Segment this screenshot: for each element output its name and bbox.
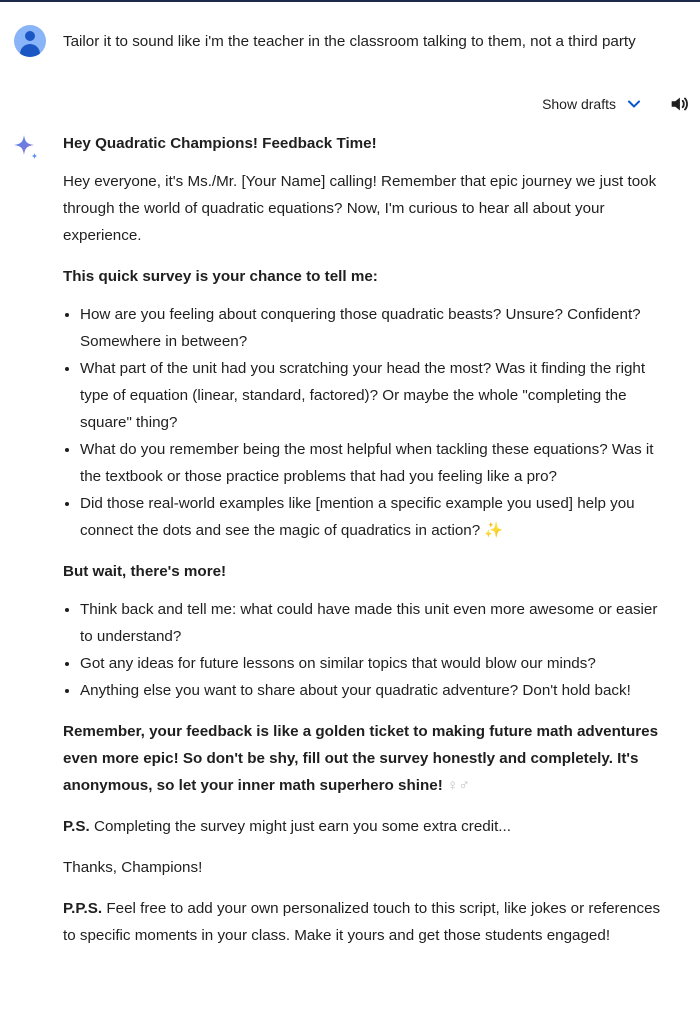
survey-list [63, 301, 663, 544]
sparkles-emoji: ✨ [484, 522, 504, 539]
list-item: • What do you remember being the most helpful when tackling these equations? Was it the textbook or those practice problems that had you feeling like a pro? [80, 436, 663, 490]
top-divider [0, 0, 700, 2]
intro-paragraph: Hey everyone, it's Ms./Mr. [Your Name] calling! Remember that epic journey we just took through the world of quadratic equations? Now, I'm curious to hear all about your experience. [63, 173, 657, 244]
ps-paragraph [63, 813, 663, 840]
gemini-sparkle-icon [12, 133, 40, 161]
pps-paragraph [63, 895, 663, 949]
user-avatar-icon [14, 25, 46, 57]
remember-paragraph: Remember, your feedback is like a golden ticket to making future math adventures even more epic! So don't be shy, fill out the survey honestly and completely. It's anonymous, so let your inner math superhero shine! ♀♂ [63, 723, 659, 794]
list-item: • How are you feeling about conquering those quadratic beasts? Unsure? Confident? Somewhere in between? [80, 301, 663, 355]
list-item: • Did those real-world examples like [mention a specific example you used] help you connect the dots and see the magic of quadratics in action? ✨ [80, 490, 663, 544]
survey-heading: This quick survey is your chance to tell me: [63, 268, 378, 285]
list-item: • Anything else you want to share about your quadratic adventure? Don't hold back! [80, 677, 663, 704]
user-message [14, 25, 674, 57]
more-list [63, 596, 663, 704]
user-message-text: Tailor it to sound like i'm the teacher in the classroom talking to them, not a third party [63, 33, 636, 50]
assistant-response [63, 130, 663, 963]
ps-label: P.S. [63, 818, 90, 835]
response-title: Hey Quadratic Champions! Feedback Time! [63, 135, 377, 152]
show-drafts-label: Show drafts [542, 96, 616, 112]
more-heading: But wait, there's more! [63, 563, 227, 580]
ps-text: Completing the survey might just earn you some extra credit... [89, 818, 511, 835]
pps-label: P.P.S. [63, 900, 103, 917]
speaker-icon[interactable] [668, 93, 690, 115]
superhero-emoji: ♀♂ [446, 777, 470, 794]
show-drafts-button[interactable] [542, 96, 642, 112]
thanks-paragraph: Thanks, Champions! [63, 859, 203, 876]
chevron-down-icon [626, 96, 642, 112]
list-item: • What part of the unit had you scratching your head the most? Was it finding the right type of equation (linear, standard, factored)? Or maybe the whole "completing the square" thing? [80, 355, 663, 436]
list-item: • Got any ideas for future lessons on similar topics that would blow our minds? [80, 650, 663, 677]
response-toolbar [542, 93, 690, 115]
list-item: • Think back and tell me: what could have made this unit even more awesome or easier to understand? [80, 596, 663, 650]
pps-text: Feel free to add your own personalized touch to this script, like jokes or references to specific moments in your class. Make it yours and get those students engaged! [63, 900, 661, 944]
